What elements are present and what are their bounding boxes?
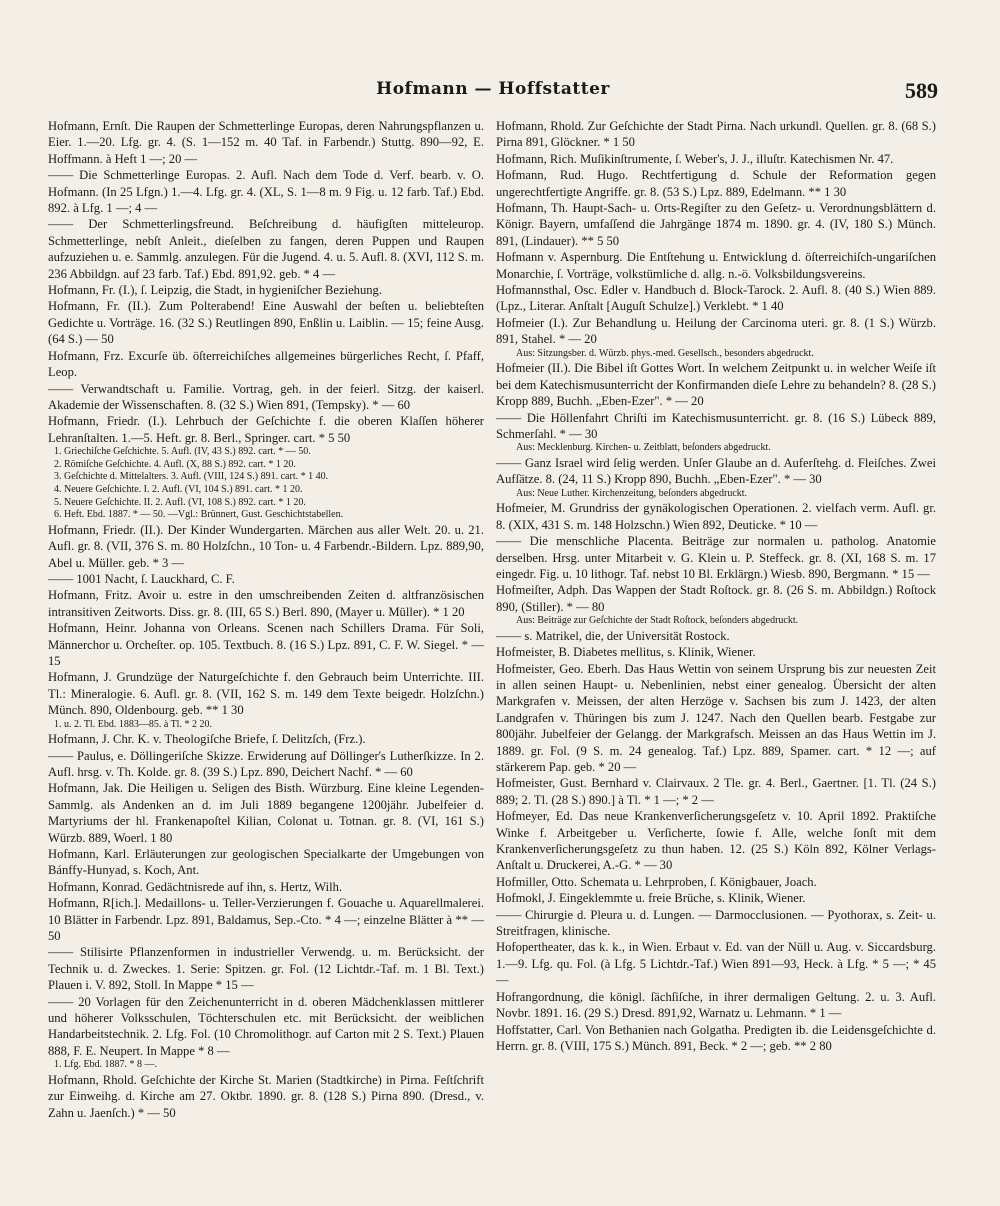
bibliography-entry: Hofmann, Rud. Hugo. Rechtfertigung d. Schule der Reformation gegen ungerechtfertigte Angriffe. gr. 8. (53 S.) Lpz. 889, Edelmann. ** 1 30 [496, 168, 936, 199]
bibliography-entry: Hofmeier (I.). Zur Behandlung u. Heilung der Carcinoma uteri. gr. 8. (1 S.) Würzb. 891, Stahel. * — 20 [496, 315, 936, 347]
bibliography-entry: Hofmeister, Gust. Bernhard v. Clairvaux. 2 Tle. gr. 4. Berl., Gaertner. [1. Tl. (24 S.) 889; 2. Tl. (28 S.) 890.] à Tl. * 1 —; * 2 — [496, 776, 936, 807]
bibliography-entry: Hofmann, Rhold. Zur Geſchichte der Stadt Pirna. Nach urkundl. Quellen. gr. 8. (68 S.) Pirna 891, Glöckner. * 1 50 [496, 119, 936, 150]
bibliography-entry: —— Der Schmetterlingsfreund. Beſchreibung d. häufigſten mitteleurop. Schmetterlinge, nebſt Anleit., dieſelben zu fangen, deren Puppen und Raupen aufzuziehen u. e. Sammlg. anzulegen. Für die Jugend. 4. u. 5. Aufl. 8. (XVI, 112 S. m. 236 Abbildgn. auf 23 farb. Taf.) Ebd. 891,92. geb. * 4 — [48, 217, 484, 281]
bibliography-entry: Hofmeister, B. Diabetes mellitus, s. Klinik, Wiener. [496, 645, 756, 660]
bibliography-entry: 3. Geſchichte d. Mittelalters. 3. Aufl. (VIII, 124 S.) 891. cart. * 1 40. [54, 471, 329, 483]
bibliography-entry: Hofmiller, Otto. Schemata u. Lehrproben, ſ. Königbauer, Joach. [496, 874, 817, 889]
right-column [496, 118, 936, 1054]
bibliography-entry: —— 1001 Nacht, ſ. Lauckhard, C. F. [48, 571, 235, 586]
bibliography-entry: Aus: Mecklenburg. Kirchen- u. Zeitblatt, beſonders abgedruckt. [516, 442, 771, 454]
bibliography-entry: Hofmann, Fritz. Avoir u. estre in den umschreibenden Zeiten d. altfranzösischen intransitiven Zeitworts. Diss. gr. 8. (III, 65 S.) Berl. 890, (Mayer u. Müller). * 1 20 [48, 588, 484, 619]
bibliography-entry: Hofmann, Fr. (I.), ſ. Leipzig, die Stadt, in hygieniſcher Beziehung. [48, 283, 383, 298]
bibliography-entry: Hofmeyer, Ed. Das neue Krankenverſicherungsgeſetz v. 10. April 1892. Praktiſche Winke f. Arbeitgeber u. Verſicherte, ſowie f. Alle, welche ſonſt mit dem Krankenverſicherungsgeſetz zu thun haben. 12. (25 S.) Köln 892, Kölner Verlags-Anſtalt u. Druckerei, A.-G. * — 30 [496, 809, 936, 873]
bibliography-entry: —— s. Matrikel, die, der Universität Rostock. [496, 628, 730, 643]
bibliography-entry: 1. Lfg. Ebd. 1887. * 8 —. [54, 1059, 158, 1071]
bibliography-entry: Hofmann, J. Chr. K. v. Theologiſche Briefe, ſ. Delitzſch, (Frz.). [48, 732, 366, 747]
bibliography-entry: 4. Neuere Geſchichte. I. 2. Aufl. (VI, 104 S.) 891. cart. * 1 20. [54, 483, 303, 495]
bibliography-entry: 6. Heft. Ebd. 1887. * — 50. —Vgl.: Brünnert, Gust. Geschichtstabellen. [54, 509, 344, 521]
bibliography-entry: Hofmeier, M. Grundriss der gynäkologischen Operationen. 2. vielfach verm. Aufl. gr. 8. (XIX, 431 S. m. 148 Holzschn.) Wien 892, Deuticke. * 10 — [496, 501, 936, 532]
bibliography-entry: —— Die Höllenfahrt Chriſti im Katechismusunterricht. gr. 8. (16 S.) Lübeck 889, Schmerſahl. * — 30 [496, 410, 936, 441]
bibliography-entry: 5. Neuere Geſchichte. II. 2. Aufl. (VI, 108 S.) 892. cart. * 1 20. [54, 496, 306, 508]
bibliography-entry: Aus: Beiträge zur Geſchichte der Stadt Roſtock, beſonders abgedruckt. [516, 615, 799, 627]
page-number: 589 [905, 78, 938, 103]
bibliography-entry: —— Chirurgie d. Pleura u. d. Lungen. — Darmocclusionen. — Pyothorax, s. Zeit- u. Streitfragen, klinische. [496, 907, 936, 939]
bibliography-entry: Hofmann, Fr. (II.). Zum Polterabend! Eine Auswahl der beſten u. beliebteſten Gedichte u. Vorträge. 16. (32 S.) Reutlingen 890, Enßlin u. Laiblin. — 15; feine Ausg. (64 S.) — 50 [48, 299, 484, 347]
bibliography-entry: 2. Römiſche Geſchichte. 4. Aufl. (X, 88 S.) 892. cart. * 1 20. [54, 458, 296, 470]
bibliography-entry: Hofmokl, J. Eingeklemmte u. freie Brüche, s. Klinik, Wiener. [496, 891, 806, 906]
bibliography-entry: Hofmann, Friedr. (I.). Lehrbuch der Geſchichte f. die oberen Klaſſen höherer Lehranſtalten. 1.—5. Heft. gr. 8. Berl., Springer. cart. * 5 50 [48, 414, 484, 445]
bibliography-entry: Hofmann, Jak. Die Heiligen u. Seligen des Bisth. Würzburg. Eine kleine Legenden-Sammlg. als Andenken an d. im Juli 1889 begangene 1200jähr. Jubelfeier d. Martyriums der hl. Frankenapoſtel Kilian, Colonat u. Totnan. gr. 8. (VI, 161 S.) Würzb. 889, Woerl. 1 80 [48, 781, 484, 845]
bibliography-entry: Hofmann, Ernſt. Die Raupen der Schmetterlinge Europas, deren Nahrungspflanzen u. Eier. 1.—20. Lfg. gr. 4. (S. 1—152 m. 40 Taf. in Farbendr.) Stuttg. 890—92, E. Hoffmann. à Heft 1 —; 20 — [48, 119, 484, 166]
bibliography-entry: Hofmann, Konrad. Gedächtnisrede auf ihn, s. Hertz, Wilh. [48, 879, 343, 894]
bibliography-entry: Hofrangordnung, die königl. ſächſiſche, in ihrer dermaligen Geltung. 2. u. 3. Aufl. Novbr. 1891. 16. (29 S.) Dresd. 891,92, Warnatz u. Lehmann. * 1 — [496, 989, 936, 1021]
bibliography-entry: Aus: Neue Luther. Kirchenzeitung, beſonders abgedruckt. [516, 487, 748, 499]
bibliography-entry: Aus: Sitzungsber. d. Würzb. phys.-med. Gesellsch., besonders abgedruckt. [516, 347, 814, 359]
bibliography-entry: Hofmannsthal, Osc. Edler v. Handbuch d. Block-Tarock. 2. Aufl. 8. (40 S.) Wien 889. (Lpz., Literar. Anſtalt [Auguſt Schulze].) Verklebt. * 1 40 [496, 283, 936, 314]
bibliography-entry: Hofmann, Frz. Excurſe üb. öſterreichiſches allgemeines bürgerliches Recht, ſ. Pfaff, Leop. [48, 348, 484, 380]
bibliography-entry: Hofmann, Rich. Muſikinſtrumente, ſ. Weber's, J. J., illuſtr. Katechismen Nr. 47. [496, 151, 894, 166]
bibliography-entry: Hofmann, Karl. Erläuterungen zur geologischen Specialkarte der Umgebungen von Bánffy-Hunyad, s. Koch, Ant. [48, 847, 484, 878]
header-title: Hofmann — Hoffstatter [376, 79, 610, 99]
bibliography-entry: —— Paulus, e. Döllingeriſche Skizze. Erwiderung auf Döllinger's Lutherſkizze. In 2. Aufl. hrsg. v. Th. Kolde. gr. 8. (39 S.) Lpz. 890, Deichert Nachf. * — 60 [48, 748, 484, 779]
bibliography-entry: Hofmeister, Geo. Eberh. Das Haus Wettin von seinem Ursprung bis zur neuesten Zeit in allen seinen Haupt- u. Nebenlinien, nebst einer genealog. Übersicht der alten Markgrafen v. Meissen, der alten Herzöge v. Sachsen bis zum J. 1423, der alten Landgrafen v. Thüringen bis zum J. 1247. Nach den Quellen bearb. Festgabe zur 800jähr. Jubelfeier der Gelangg. der Markgrafsch. Meissen an das Haus Wettin im J. 1889. gr. Fol. (9 S. m. 24 genealog. Taf.) Lpz. 889, Spamer. cart. * 12 —; auf stärkerem Pap. geb. * 20 — [496, 661, 936, 774]
bibliography-entry: Hofopertheater, das k. k., in Wien. Erbaut v. Ed. van der Nüll u. Aug. v. Siccardsburg. 1.—9. Lfg. qu. Fol. (à Lfg. 5 Lichtdr.-Taf.) Wien 891—93, Heck. à Lfg. * 5 —; * 45 — [496, 940, 936, 988]
bibliography-entry: Hofmann, Heinr. Johanna von Orleans. Scenen nach Schillers Drama. Für Soli, Männerchor u. Orcheſter. op. 105. Textbuch. 8. (16 S.) Lpz. 891, C. F. W. Siegel. * — 15 [48, 621, 484, 668]
bibliography-entry: Hofmeiſter, Adph. Das Wappen der Stadt Roſtock. gr. 8. (26 S. m. Abbildgn.) Roſtock 890, (Stiller). * — 80 [496, 583, 936, 614]
bibliography-entry: 1. u. 2. Tl. Ebd. 1883—85. à Tl. * 2 20. [54, 718, 212, 730]
bibliography-entry: Hofmann, Rhold. Geſchichte der Kirche St. Marien (Stadtkirche) in Pirna. Feſtſchrift zur Einweihg. d. Kirche am 27. Oktbr. 1890. gr. 8. (128 S.) Pirna 890. (Dresd., v. Zahn u. Jaenſch.) * — 50 [48, 1072, 484, 1120]
bibliography-entry: Hofmann, Th. Haupt-Sach- u. Orts-Regiſter zu den Geſetz- u. Verordnungsblättern d. Königr. Bayern, umfaſſend die Jahrgänge 1874 m. 1890. gr. 4. (IV, 180 S.) Münch. 891, (Lindauer). ** 5 50 [496, 201, 936, 248]
bibliography-entry: —— Stilisirte Pflanzenformen in industrieller Verwendg. u. m. Berücksicht. der Technik u. d. Zweckes. 1. Serie: Spitzen. gr. Fol. (12 Lichtdr.-Taf. m. 1 Bl. Text.) Plauen i. V. 892, Stoll. In Mappe * 15 — [48, 945, 484, 993]
bibliography-entry: Hofmann, J. Grundzüge der Naturgeſchichte f. den Gebrauch beim Unterrichte. III. Tl.: Mineralogie. 6. Aufl. gr. 8. (VII, 162 S. m. 149 dem Texte beigedr. Holzſchn.) Münch. 890, Oldenbourg. geb. ** 1 30 [48, 670, 484, 718]
bibliography-entry: Hofmeier (II.). Die Bibel iſt Gottes Wort. In welchem Zeitpunkt u. in welcher Weiſe iſt bei dem Katechismusunterricht der Konfirmanden dieſe Lehre zu behandeln? 8. (28 S.) Kropp 889, Buchh. „Eben-Ezer". * — 20 [496, 361, 936, 409]
bibliography-entry: —— 20 Vorlagen für den Zeichenunterricht in d. oberen Mädchenklassen mittlerer und höherer Volksschulen, Töchterschulen etc. mit Berücksicht. der weiblichen Handarbeitstechnik. 2. Lfg. Fol. (10 Chromolithogr. auf Carton mit 2 S. Text.) Plauen 888, F. E. Neupert. In Mappe * 8 — [48, 994, 484, 1058]
bibliography-entry: 1. Griechiſche Geſchichte. 5. Aufl. (IV, 43 S.) 892. cart. * — 50. [54, 446, 311, 458]
bibliography-entry: Hofmann, Friedr. (II.). Der Kinder Wundergarten. Märchen aus aller Welt. 20. u. 21. Aufl. gr. 8. (VII, 376 S. m. 80 Holzſchn., 10 Ton- u. 4 Farbendr.-Bildern. Lpz. 889,90, Abel u. Müller. geb. * 3 — [48, 522, 484, 570]
bibliography-entry: —— Ganz Israel wird ſelig werden. Unſer Glaube an d. Auferſtehg. d. Fleiſches. Zwei Aufſätze. 8. (24, 11 S.) Kropp 890, Buchh. „Eben-Ezer". * — 30 [496, 455, 936, 487]
bibliography-entry: Hofmann v. Aspernburg. Die Entſtehung u. Entwicklung d. öſterreichiſch-ungariſchen Monarchie, ſ. Vorträge, volkstümliche d. allg. n.-ö. Volksbildungsvereins. [496, 250, 936, 281]
bibliography-entry: Hoffstatter, Carl. Von Bethanien nach Golgatha. Predigten ib. die Leidensgeſchichte d. Herrn. gr. 8. (VIII, 175 S.) Münch. 891, Beck. * 2 —; geb. ** 2 80 [496, 1022, 936, 1053]
running-header [48, 72, 938, 106]
left-column [48, 118, 484, 1121]
bibliography-entry: —— Verwandtschaft u. Familie. Vortrag, geh. in der feierl. Sitzg. der kaiserl. Akademie der Wissenschaften. 8. (32 S.) Wien 891, (Tempsky). * — 60 [48, 381, 484, 412]
bibliography-entry: —— Die Schmetterlinge Europas. 2. Aufl. Nach dem Tode d. Verf. bearb. v. O. Hofmann. (In 25 Lfgn.) 1.—4. Lfg. gr. 4. (XL, S. 1—8 m. 9 Fig. u. 12 farb. Taf.) Ebd. 892. à Lfg. 1 —; 4 — [48, 168, 484, 216]
bibliography-entry: Hofmann, R[ich.]. Medaillons- u. Teller-Verzierungen f. Gouache u. Aquarellmalerei. 10 Blätter in Farbendr. Lpz. 891, Baldamus, Sep.-Cto. * 4 —; einzelne Blätter à ** — 50 [48, 896, 484, 944]
bibliography-entry: —— Die menschliche Placenta. Beiträge zur normalen u. patholog. Anatomie derselben. Hrsg. unter Mitarbeit v. G. Klein u. P. Steffeck. gr. 8. (XI, 168 S. m. 17 eingedr. Fig. u. 10 lithogr. Taf. nebst 10 Bl. Erklärgn.) Wiesb. 890, Bergmann. * 15 — [496, 534, 936, 581]
